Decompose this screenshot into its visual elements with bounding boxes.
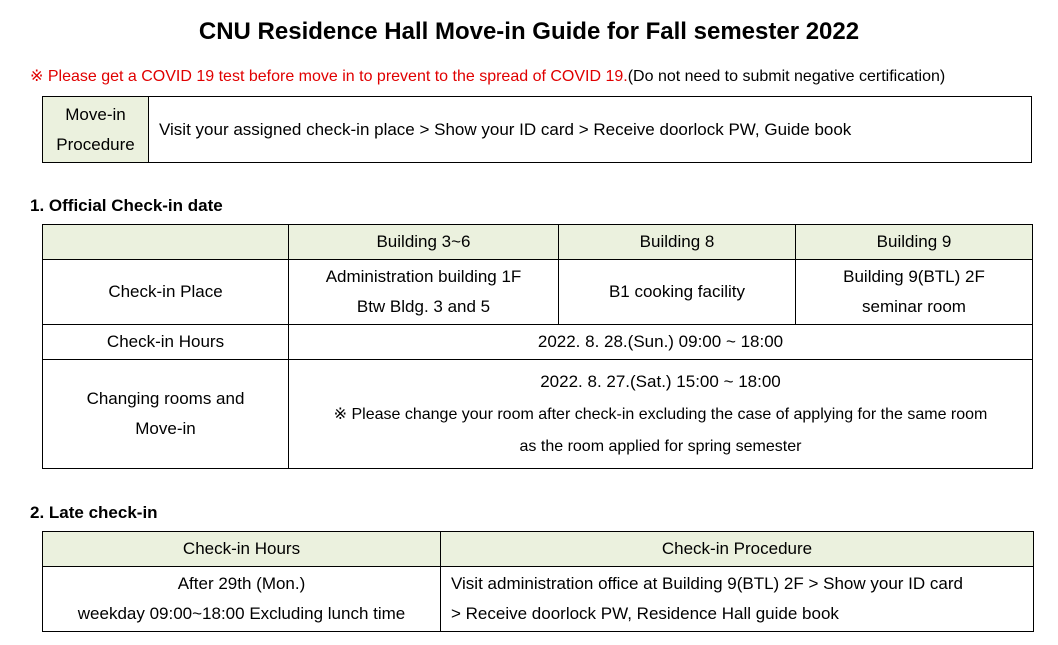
procedure-label-line2: Procedure <box>56 134 135 154</box>
procedure-text: Visit your assigned check-in place > Show your ID card > Receive doorlock PW, Guide book <box>149 97 1032 163</box>
covid-note-text: (Do not need to submit negative certification) <box>627 68 946 85</box>
header-building-9: Building 9 <box>796 225 1033 260</box>
move-in-procedure-table <box>42 96 1032 163</box>
changing-label-line2: Move-in <box>135 419 196 438</box>
header-checkin-hours: Check-in Hours <box>43 532 441 567</box>
hours-label: Check-in Hours <box>43 325 289 360</box>
header-checkin-procedure: Check-in Procedure <box>441 532 1034 567</box>
covid-warning-text: ※ Please get a COVID 19 test before move in to prevent to the spread of COVID 19. <box>30 68 628 85</box>
changing-label <box>43 360 289 469</box>
place-line1: Administration building 1F <box>325 267 522 286</box>
page-title: CNU Residence Hall Move-in Guide for Fall semester 2022 <box>198 18 860 45</box>
hours-value: 2022. 8. 28.(Sun.) 09:00 ~ 18:00 <box>289 325 1033 360</box>
procedure-label-line1: Move-in <box>65 104 126 124</box>
late-procedure-line1: Visit administration office at Building 9(BTL) 2F > Show your ID card <box>451 574 963 593</box>
place-line1: Building 9(BTL) 2F <box>843 267 985 286</box>
place-label: Check-in Place <box>43 260 289 325</box>
procedure-label-cell <box>43 97 149 163</box>
changing-date: 2022. 8. 27.(Sat.) 15:00 ~ 18:00 <box>540 371 781 391</box>
late-hours-line1: After 29th (Mon.) <box>177 574 306 593</box>
changing-value <box>289 360 1033 469</box>
header-empty-cell <box>43 225 289 260</box>
late-hours-cell <box>43 567 441 632</box>
place-building-3-6 <box>289 260 559 325</box>
changing-note-line1: ※ Please change your room after check-in excluding the case of applying for the same room <box>333 405 988 423</box>
changing-label-line1: Changing rooms and <box>86 389 245 408</box>
late-checkin-table <box>42 531 1034 632</box>
changing-note-line2: as the room applied for spring semester <box>519 437 802 455</box>
section2-heading: 2. Late check-in <box>30 503 158 522</box>
place-line2: seminar room <box>862 297 966 316</box>
section1-heading: 1. Official Check-in date <box>30 196 223 215</box>
official-checkin-table <box>42 224 1033 469</box>
place-building-9 <box>796 260 1033 325</box>
place-building-8: B1 cooking facility <box>559 260 796 325</box>
covid-notice <box>30 66 945 86</box>
place-line2: Btw Bldg. 3 and 5 <box>356 297 491 316</box>
header-building-3-6: Building 3~6 <box>289 225 559 260</box>
late-hours-line2: weekday 09:00~18:00 Excluding lunch time <box>77 604 406 623</box>
late-procedure-cell <box>441 567 1034 632</box>
header-building-8: Building 8 <box>559 225 796 260</box>
late-procedure-line2: > Receive doorlock PW, Residence Hall guide book <box>451 604 839 623</box>
